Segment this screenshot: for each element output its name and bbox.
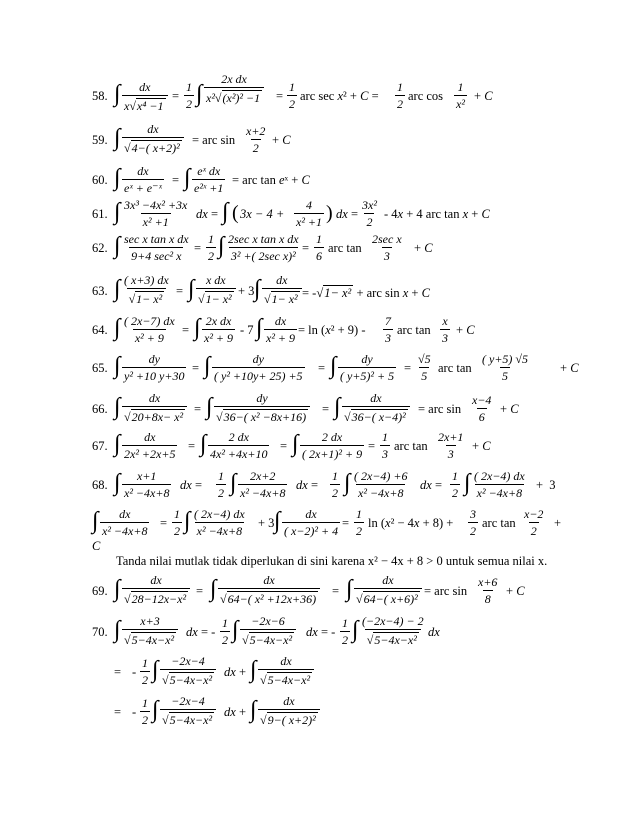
- problem-number: 64.: [92, 323, 108, 337]
- problem-number: 65.: [92, 361, 108, 375]
- problem-number: 67.: [92, 439, 108, 453]
- note-text: Tanda nilai mutlak tidak diperlukan di sini karena x² − 4x + 8 > 0 untuk semua nilai x.: [116, 554, 548, 568]
- problem-number: 61.: [92, 207, 108, 221]
- problem-number: 59.: [92, 133, 108, 147]
- fraction: $\frac{dx}{\text{x√x⁴ −1}}$: [122, 81, 168, 112]
- problem-number: 60.: [92, 173, 108, 187]
- problem-number: 68.: [92, 478, 108, 492]
- document-page: 58. ∫ $\frac{dx}{\text{x√x⁴ −1}}$ = $\frac{1}{2}$ ∫ $\frac{\text{2x dx}}{\text{x²√(x²)² −1}}$ = $\frac{1}{2}$ arc sec x² + C = $\frac{1}{2}$ arc cos $\frac{1}{\text{x²}}$ + C 59. ∫ $\frac{dx}{\text{√4−( x+2)²}}$ = arc sin $\frac{x+2}{2}$ + C 60. ∫ $\frac{dx}{\text{eˣ + e⁻ˣ}}$ = ∫ $\frac{\text{eˣ dx}}{\text{e²ˣ +1}}$ = arc tan eˣ + C 61. ∫ $\frac{\text{3x³ −4x² +3x}}{\text{x² +1}}$ dx = ∫ ( 3x − 4 + $\frac{4}{\text{x² +1}}$ ) dx = $\frac{\text{3x²}}{2}$ - 4x + 4 arc tan x + C 62. ∫ sec x tan x dx 9+4 sec² x = $\frac{1}{2}$ ∫ 2sec x tan x dx 3² +( 2sec x)² = $\frac{1}{6}$ arc tan 2sec x 3 + C 63. ∫ $\frac{( x+3) dx}{\text{√1− x²}}$ = ∫ $\frac{\text{x dx}}{\text{√1− x²}}$ + 3 ∫ $\frac{dx}{\text{√1− x²}}$ = -√1− x² + arc sin x + C 64. ∫ $\frac{( 2x-7) dx}{\text{x² + 9}}$ = ∫ $\frac{\text{2x dx}}{\text{x² + 9}}$ - 7 ∫ $\frac{dx}{\text{x² + 9}}$ = ln (x² + 9) - $\frac{7}{3}$ arc tan $\frac{x}{3}$ + C 65. ∫ $\frac{dy}{\text{y² +10 y+30}}$ = ∫ $\frac{dy}{\text{( y² +10y+ 25) +5}}$ = ∫ $\frac{dy}{\text{( y+5)² + 5}}$ = $\frac{√5}{5}$ arc tan $\frac{( y+5) √5}{5}$ + C 66. ∫ $\frac{dx}{\text{√20+8x− x²}}$ = ∫ $\frac{dy}{\text{√36−( x² −8x+16)}}$ = ∫ $\frac{dx}{\text{√36−( x−4)²}}$ = arc sin $\frac{x-4}{6}$ + C 67. ∫ $\frac{dx}{\text{2x² +2x+5}}$ = ∫ $\frac{2 dx}{\text{4x² +4x+10}}$ = ∫ $\frac{2 dx}{\text{( 2x+1)² + 9}}$ = $\frac{1}{3}$ arc tan $\frac{2x+1}{3}$ + C 68. ∫ $\frac{x+1}{\text{x² −4x+8}}$ dx = $\frac{1}{2}$ ∫ $\frac{2x+2}{\text{x² −4x+8}}$ dx = $\frac{1}{2}$ ∫ $\frac{( 2x-4) +6}{\text{x² −4x+8}}$ dx = $\frac{1}{2}$ ∫ $\frac{( 2x-4) dx}{\text{x² −4x+8}}$ + 3 ∫ $\frac{dx}{\text{x² −4x+8}}$ = $\frac{1}{2}$ ∫ $\frac{( 2x-4) dx}{\text{x² −4x+8}}$ + 3 ∫ $\frac{dx}{\text{( x−2)² + 4}}$ = $\frac{1}{2}$ ln (x² − 4x + 8) + $\frac{3}{2}$ arc tan $\frac{x-2}{2}$ + C Tanda nilai mutlak tidak diperlukan di sini karena x² − 4x + 8 > 0 untuk semua nilai x. 69. ∫ $\frac{dx}{\text{√28−12x−x²}}$ = ∫ $\frac{dx}{\text{√64−( x² +12x+36)}}$ = ∫ $\frac{dx}{\text{√64−( x+6)²}}$ = arc sin $\frac{x+6}{8}$ + C 70. ∫ $\frac{x+3}{\text{√5−4x−x²}}$ dx = - $\frac{1}{2}$ ∫ $\frac{-2x-6}{\text{√5−4x−x²}}$ dx = - $\frac{1}{2}$ ∫ $\frac{(-2x-4) - 2}{\text{√5−4x−x²}}$ dx = - $\frac{1}{2}$ ∫ $\frac{-2x-4}{\text{√5−4x−x²}}$ dx + ∫ $\frac{dx}{\text{√5−4x−x²}}$ = - $\frac{1}{2}$ ∫ $\frac{-2x-4}{\text{√5−4x−x²}}$ dx + ∫ $\frac{dx}{\text{√9−( x+2)²}}$: [92, 72, 579, 727]
- problem-number: 66.: [92, 402, 108, 416]
- problem-number: 70.: [92, 625, 108, 639]
- problem-number: 58.: [92, 89, 108, 103]
- problem-number: 69.: [92, 584, 108, 598]
- problem-number: 62.: [92, 241, 108, 255]
- integral-sign: ∫: [114, 81, 121, 107]
- fraction: $\frac{\text{2x dx}}{\text{x²√(x²)² −1}}$: [204, 73, 264, 104]
- problem-number: 63.: [92, 284, 108, 298]
